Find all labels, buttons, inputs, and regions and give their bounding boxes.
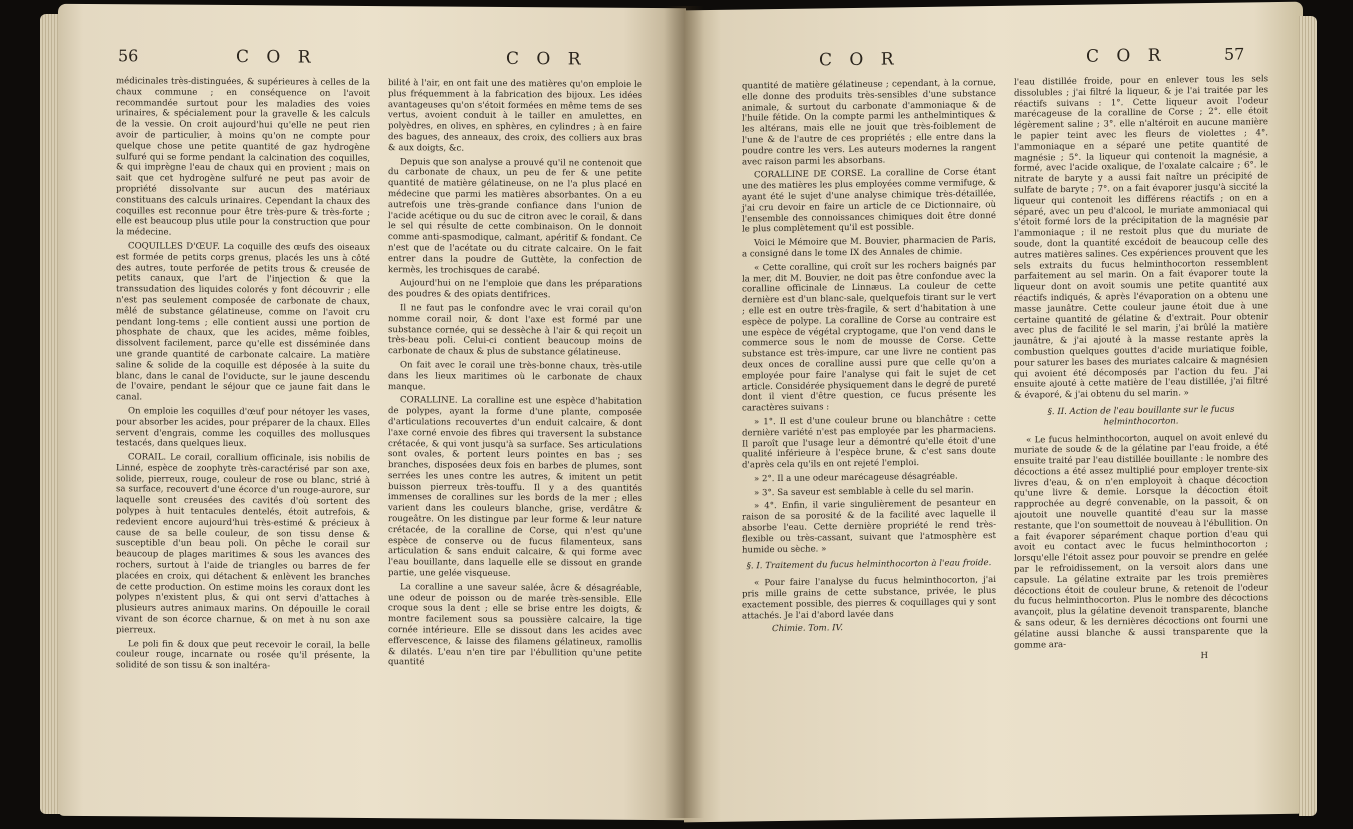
left-head-col2: C O R xyxy=(506,48,587,70)
left-page-number: 56 xyxy=(118,46,139,66)
left-running-head xyxy=(58,46,686,74)
right-column-2 xyxy=(1014,74,1268,668)
page-edges-right xyxy=(1299,16,1317,816)
right-page xyxy=(684,2,1303,823)
paragraph: Il ne faut pas le confondre avec le vrai corail qu'on nomme corail noir, & dont l'axe est formé par une substance cornée, qui se dessèche à l'air & qui reçoit un très-beau poli. Celui-ci contient beaucoup moins de carbonate de chaux & plus de substance gélatineuse. xyxy=(388,303,642,358)
paragraph: La coralline a une saveur salée, âcre & désagréable, une odeur de poisson ou de marée très-sensible. Elle croque sous la dent ; elle se brise entre les doigts, & montre facilement sous sa poussière calcaire, la tige cornée intérieure. Elle se dissout dans les acides avec effervescence, & laisse des filamens gélatineux, ramollis & dilatés. L'eau n'en tire par l'ébullition qu'une petite quantité xyxy=(388,582,642,668)
section-heading: §. I. Traitement du fucus helminthocorton à l'eau froide. xyxy=(746,558,992,572)
paragraph: CORALLINE DE CORSE. La coralline de Corse étant une des matières les plus employées comme vermifuge, & ayant été le sujet d'une analyse chimique très-détaillée, j'ai cru devoir en faire un article de ce Dictionnaire, où l'ensemble des connoissances chimiques doit être donné le plus complètement qu'il est possible. xyxy=(742,167,996,235)
paragraph: COQUILLES D'ŒUF. La coquille des œufs des oiseaux est formée de petits corps grenus, placés les uns à côté des autres, toute perforée de petits trous & creusée de petits canaux, que l'art de l'injection & que la transsudation des liquides colorés y font découvrir ; elle n'est pas seulement composée de carbonate de chaux, mêlé de substance gélatineuse, comme on l'avoit cru pendant long-tems ; elle contient aussi une portion de phosphate de chaux, que les acides, même foibles, dissolvent facilement, parce qu'elle est disséminée dans une grande quantité de carbonate calcaire. La matière saline & solide de la coquille est déposée à la suite du blanc, dans le canal de l'oviducte, sur le jaune descendu de l'ovaire, pendant le séjour que ce jaune fait dans le canal. xyxy=(116,241,370,403)
paragraph: » 2°. Il a une odeur marécageuse désagréable. xyxy=(754,471,958,485)
right-head-col1: C O R xyxy=(819,49,900,71)
open-book xyxy=(58,6,1303,824)
paragraph: On emploie les coquilles d'œuf pour nétoyer les vases, pour absorber les acides, pour préparer de la chaux. Elles servent d'engrais, comme les coquilles des mollusques testacés, dans quelques lieux. xyxy=(116,406,370,450)
paragraph: « Le fucus helminthocorton, auquel on avoit enlevé du muriate de soude & de la gélatine par l'eau froide, a été ensuite traité par l'eau distillée bouillante : le nombre des décoctions a été assez multiplié pour employer trente-six livres d'eau, & on n'en employoit à chaque décoction qu'une livre & demie. Lorsque la décoction étoit rapprochée au degré convenable, on la passoit, & on ajoutoit une nouvelle quantité d'eau sur la masse restante, que l'on soumettoit de nouveau à l'ébullition. On a fait évaporer séparément chaque portion d'eau qui avoit eu contact avec le fucus helminthocorton ; lorsqu'elle l'étoit assez pour pouvoir se prendre en gelée par le refroidissement, on la versoit alors dans une capsule. La gélatine extraite par les trois premières décoctions étoit de couleur brune, & retenoit de l'odeur du fucus helminthocorton. Plus le nombre des décoctions avançoit, plus la gélatine devenoit transparente, blanche & sans odeur, & les dernières décoctions ont fourni une gélatine aussi blanche & aussi transparente que la gomme ara- xyxy=(1014,431,1268,651)
paragraph: « Cette coralline, qui croît sur les rochers baignés par la mer, dit M. Bouvier, ne doit pas être confondue avec la coralline officinale de Linnæus. La couleur de cette dernière est d'un blanc-sale, quelquefois tirant sur le vert ; elle est en outre très-fragile, & sert d'habitation à une espèce de polype. La coralline de Corse au contraire est une espèce de végétal cryptogame, que l'on vend dans le commerce sous le nom de mousse de Corse. Cette substance est très-impure, car une livre ne contient pas deux onces de coralline aussi pure que celle qu'on a employée pour faire l'analyse qui fait le sujet de cet article. Considérée physiquement dans le degré de pureté dont il vient d'être question, ce fucus présente les caractères suivans : xyxy=(742,259,996,414)
signature-mark: H xyxy=(1200,651,1208,662)
paragraph: Aujourd'hui on ne l'emploie que dans les préparations des poudres & des opiats dentifrices. xyxy=(388,278,642,301)
paragraph: médicinales très-distinguées, & supérieures à celles de la chaux commune ; en conséquence on l'avoit recommandée surtout pour les maladies des voies urinaires, & spécialement pour la gravelle & les calculs de la vessie. On croit aujourd'hui qu'elle ne peut rien avoir de particulier, à moins qu'on ne compte pour quelque chose une petite quantité de gaz hydrogène sulfuré qui se forme pendant la calcination des coquilles, & qui imprègne l'eau de chaux qui en provient ; mais on sait que cet hydrogène sulfuré ne peut pas avoir de propriété dissolvante sur aucun des matériaux constituans des calculs urinaires. Cependant la chaux des coquilles est reconnue pour être très-pure & très-forte ; elle est beaucoup plus utile pour la construction que pour la médecine. xyxy=(116,76,370,238)
paragraph: On fait avec le corail une très-bonne chaux, très-utile dans les lieux maritimes où le carbonate de chaux manque. xyxy=(388,360,642,392)
paragraph: Le poli fin & doux que peut recevoir le corail, la belle couleur rouge, incarnate ou rosée qu'il présente, la solidité de son tissu & son inaltéra- xyxy=(116,638,370,672)
left-column-1 xyxy=(116,76,370,676)
paragraph: quantité de matière gélatineuse ; cependant, à la cornue, elle donne des produits très-sensibles d'une substance animale, & surtout du carbonate d'ammoniaque & de l'huile fétide. On la compte parmi les anthelmintiques & les altérans, mais elle ne jouit que très-foiblement de l'une & de l'autre de ces propriétés ; elle entre dans la poudre contre les vers. Les auteurs modernes la rangent avec raison parmi les absorbans. xyxy=(742,77,996,168)
paragraph: « Pour faire l'analyse du fucus helminthocorton, j'ai pris mille grains de cette substance, privée, le plus exactement possible, des pierres & coquillages qui y sont attachés. Je l'ai d'abord lavée dans xyxy=(742,575,996,622)
paragraph: l'eau distillée froide, pour en enlever tous les sels dissolubles ; j'ai filtré la liqueur, & je l'ai traitée par les réactifs suivans : 1°. Cette liqueur avoit l'odeur marécageuse de la coralline de Corse ; 2°. elle étoit légèrement saline ; 3°. elle n'altéroit en aucune manière le papier teint avec les fleurs de violettes ; 4°. l'ammoniaque en a séparé une petite quantité de magnésie ; 5°. la liqueur qui contenoit la magnésie, a formé, avec l'acide oxalique, de l'oxalate calcaire ; 6°. le nitrate de baryte y a aussi fait naître un précipité de sulfate de baryte ; 7°. on a fait évaporer jusqu'à siccité la liqueur qui contenoit les différens réactifs ; on en a séparé, avec un peu d'alcool, le muriate ammoniacal qui s'étoit formé lors de la précipitation de la magnésie par l'ammoniaque ; il ne restoit plus que du muriate de soude, dont la quantité excédoit de beaucoup celle des autres matières salines. Ces expériences prouvent que les sels extraits du fucus helminthocorton ressemblent parfaitement au sel marin. On a fait évaporer toute la liqueur dont on avoit soumis une petite quantité aux réactifs indiqués, & après l'évaporation on a obtenu une masse jaunâtre. Cette couleur jaune étoit due à une certaine quantité de gélatine & d'extrait. Pour obtenir avec plus de facilité le sel marin, j'ai brûlé la matière jaunâtre, & j'ai ajouté à la masse restante après la combustion quelques gouttes d'acide muriatique foible, pour saturer les bases des muriates calcaire & magnésien qui avoient été décomposés par l'action du feu. J'ai ensuite ajouté à cette matière de l'eau distillée, j'ai filtré & évaporé, & j'ai obtenu du sel marin. » xyxy=(1014,74,1268,401)
paragraph: » 1°. Il est d'une couleur brune ou blanchâtre : cette dernière variété n'est pas employée par les pharmaciens. Il paroît que l'usage leur a démontré qu'elle étoit d'une qualité inférieure à l'espèce brune, & c'est sans doute d'après cela qu'ils en ont rejeté l'emploi. xyxy=(742,413,996,471)
paragraph: » 3°. Sa saveur est semblable à celle du sel marin. xyxy=(754,484,974,499)
right-column-1 xyxy=(742,78,996,639)
left-head-col1: C O R xyxy=(236,47,317,68)
right-page-number: 57 xyxy=(1224,44,1245,64)
paragraph: » 4°. Enfin, il varie singulièrement de pesanteur en raison de sa porosité & de la facilité avec laquelle il absorbe l'eau. Cette dernière propriété le rend très-flexible ou très-cassant, suivant que l'atmosphère est humide ou sèche. » xyxy=(742,498,996,556)
paragraph: Depuis que son analyse a prouvé qu'il ne contenoit que du carbonate de chaux, un peu de fer & une petite quantité de matière gélatineuse, on ne l'a plus placé en médecine que parmi les matières absorbantes. On a eu autrefois une très-grande confiance dans l'union de l'acide acétique ou du suc de citron avec le corail, & dans le sel qui résulte de cette combinaison. On le donnoit comme anti-spasmodique, calmant, apéritif & fondant. Ce n'est que de l'acétate ou du citrate calcaire. On le fait entrer dans la poudre de Guttète, la confection de kermès, les trochisques de carabé. xyxy=(388,156,642,276)
right-head-col2: C O R xyxy=(1086,45,1167,67)
paragraph: CORAIL. Le corail, corallium officinale, isis nobilis de Linné, espèce de zoophyte très-caractérisé par son axe, solide, pierreux, rouge, couleur de rose ou blanc, strié à sa surface, recouvert d'une écorce d'un rouge-aurore, sur laquelle sont creusées des cavités d'où sortent des polypes à huit tentacules dentelés, étoit autrefois, & redevient encore aujourd'hui très-estimé & précieux à cause de sa belle couleur, de son tissu dense & susceptible d'un beau poli. On pêche le corail sur beaucoup de plages maritimes & sous les avances des rochers, surtout à l'aide de triangles ou barres de fer placées en croix, qui détachent & enlèvent les branches de cette production. On estime moins les coraux dont les polypes n'existent plus, & qui ont servi d'attaches à plusieurs autres animaux marins. On dépouille le corail vivant de son écorce charnue, & on met à nu son axe pierreux. xyxy=(116,452,370,636)
right-running-head xyxy=(684,44,1303,77)
left-column-2 xyxy=(388,78,642,673)
section-heading: §. II. Action de l'eau bouillante sur le fucus helminthocorton. xyxy=(1047,404,1235,428)
signature-line: Chimie. Tom. IV. xyxy=(772,623,843,635)
paragraph: CORALLINE. La coralline est une espèce d'habitation de polypes, ayant la forme d'une plante, composée d'articulations recouvertes d'un enduit calcaire, & dont l'axe corné envoie des fibres qui traversent la substance crétacée, & qui vont jusqu'à sa surface. Ses articulations sont ovales, & portent leurs pointes en bas ; ses branches, disposées deux fois en barbes de plumes, sont serrées les unes contre les autres, & imitent un petit buisson pierreux très-touffu. Il y a des quantités immenses de corallines sur les bords de la mer ; elles varient dans les couleurs blanche, grise, verdâtre & rougeâtre. On les distingue par leur forme & leur nature crétacée, de la coralline de Corse, qui n'est qu'une espèce de conserve ou de fucus filamenteux, sans articulation & sans enduit calcaire, & qui forme avec l'eau bouillante, dans laquelle elle se dissout en grande partie, une gelée visqueuse. xyxy=(388,395,642,580)
paragraph: Voici le Mémoire que M. Bouvier, pharmacien de Paris, a consigné dans le tome IX des Annales de chimie. xyxy=(742,235,996,260)
left-page xyxy=(58,4,686,820)
paragraph: bilité à l'air, en ont fait une des matières qu'on emploie le plus fréquemment à la fabrication des bijoux. Les idées avantageuses qu'on s'étoit formées en même tems de ses vertus, avoient conduit à le tailler en amulettes, en polyèdres, en olives, en sphères, en cylindres ; à en faire des bagues, des anneaux, des croix, des colliers aux bras & aux doigts, &c. xyxy=(388,78,642,154)
